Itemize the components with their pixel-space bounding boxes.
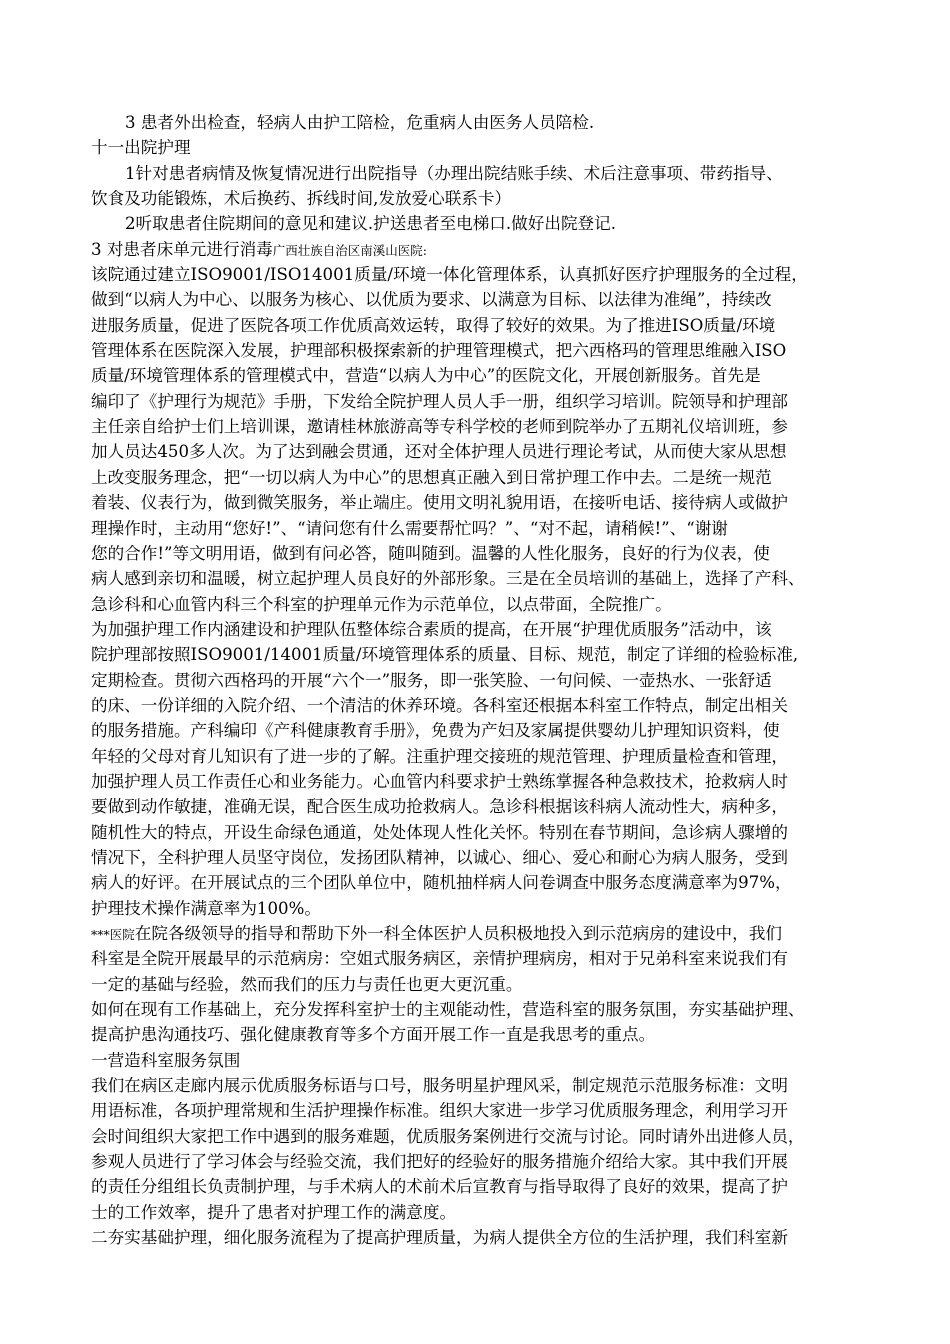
- small-prefix: ***医院: [91, 927, 135, 942]
- text-line: [91, 769, 831, 794]
- line-text: 的服务措施。产科编印《产科健康教育手册》，免费为产妇及家属提供婴幼儿护理知识资料，使: [91, 721, 780, 741]
- line-text: 二夯实基础护理，细化服务流程为了提高护理质量，为病人提供全方位的生活护理，我们科室新: [91, 1228, 788, 1248]
- text-line: [91, 870, 831, 895]
- text-line: [91, 668, 831, 693]
- line-text: 进服务质量，促进了医院各项工作优质高效运转，取得了较好的效果。为了推进ISO质量/环境: [91, 315, 776, 335]
- small-suffix: 广西壮族自治区南溪山医院:: [272, 242, 427, 258]
- line-text: 我们在病区走廊内展示优质服务标语与口号，服务明星护理风采，制定规范示范服务标准：文明: [91, 1076, 788, 1096]
- line-text: 编印了《护理行为规范》手册，下发给全院护理人员人手一册，组织学习培训。院领导和护理部: [91, 391, 788, 411]
- text-line: [91, 389, 831, 414]
- line-text: 主任亲自给护士们上培训课，邀请桂林旅游高等专科学校的老师到院举办了五期礼仪培训班，参: [91, 417, 788, 437]
- line-text: 该院通过建立ISO9001/ISO14001质量/环境一体化管理体系，认真抓好医疗护理服务的全过程，: [91, 265, 808, 285]
- line-text: 质量/环境管理体系的管理模式中，营造“以病人为中心”的医院文化，开展创新服务。首先是: [91, 366, 761, 386]
- text-line: [91, 465, 831, 490]
- text-line: [91, 211, 831, 236]
- text-line: [91, 946, 831, 971]
- text-line: [91, 1048, 831, 1073]
- line-text: 理操作时，主动用“您好!”、“请问您有什么需要帮忙吗？”、“对不起，请稍候!”、“谢谢: [91, 518, 728, 538]
- line-text: 要做到动作敏捷，准确无误，配合医生成功抢救病人。急诊科根据该科病人流动性大，病种多，: [91, 797, 788, 817]
- line-text: 一营造科室服务氛围: [91, 1050, 241, 1070]
- line-text: 情况下，全科护理人员坚守岗位，发扬团队精神，以诚心、细心、爱心和耐心为病人服务，受到: [91, 847, 788, 867]
- text-line: [91, 1022, 831, 1047]
- line-text: 1针对患者病情及恢复情况进行出院指导（办理出院结账手续、术后注意事项、带药指导、: [125, 163, 783, 183]
- text-line: [91, 592, 831, 617]
- text-line: [91, 516, 831, 541]
- text-line: [91, 287, 831, 312]
- text-line: [91, 363, 831, 388]
- line-text: 3 对患者床单元进行消毒: [91, 239, 273, 259]
- line-text: 定期检查。贯彻六西格玛的开展“六个一”服务，即一张笑脸、一句问候、一壶热水、一张舒适: [91, 670, 772, 690]
- line-text: 的床、一份详细的入院介绍、一个清洁的休养环境。各科室还根据本科室工作特点，制定出相关: [91, 695, 788, 715]
- line-text: 士的工作效率，提升了患者对护理工作的满意度。: [91, 1202, 457, 1222]
- text-line: [91, 237, 831, 262]
- text-line: [91, 921, 831, 946]
- line-text: 院护理部按照ISO9001/14001质量/环境管理体系的质量、目标、规范，制定了详细的检验标准,: [91, 645, 799, 665]
- line-text: 加人员达450多人次。为了达到融会贯通，还对全体护理人员进行理论考试，从而使大家从思想: [91, 442, 787, 462]
- line-text: 随机性大的特点，开设生命绿色通道，处处体现人性化关怀。特别在春节期间，急诊病人骤增的: [91, 822, 788, 842]
- line-text: 为加强护理工作内涵建设和护理队伍整体综合素质的提高，在开展“护理优质服务”活动中，该: [91, 619, 772, 639]
- line-text: 着装、仪表行为，做到微笑服务，举止端庄。使用文明礼貌用语，在接听电话、接待病人或做护: [91, 493, 788, 513]
- text-line: [91, 617, 831, 642]
- text-line: [91, 1200, 831, 1225]
- text-line: [91, 490, 831, 515]
- line-text: 急诊科和心血管内科三个科室的护理单元作为示范单位，以点带面，全院推广。: [91, 594, 672, 614]
- text-line: [91, 845, 831, 870]
- text-line: [91, 997, 831, 1022]
- line-text: 如何在现有工作基础上，充分发挥科室护士的主观能动性，营造科室的服务氛围，夯实基础护理、: [91, 1000, 805, 1020]
- text-line: [91, 566, 831, 591]
- line-text: 十一出院护理: [91, 138, 191, 158]
- text-line: [91, 414, 831, 439]
- line-text: 会时间组织大家把工作中遇到的服务难题，优质服务案例进行交流与讨论。同时请外出进修人员，: [91, 1126, 805, 1146]
- line-text: 病人的好评。在开展试点的三个团队单位中，随机抽样病人问卷调查中服务态度满意率为97%，: [91, 873, 792, 893]
- line-text: 一定的基础与经验，然而我们的压力与责任也更大更沉重。: [91, 974, 523, 994]
- text-line: [91, 896, 831, 921]
- line-text: 参观人员进行了学习体会与经验交流，我们把好的经验好的服务措施介绍给大家。其中我们开展: [91, 1152, 788, 1172]
- text-line: [91, 110, 831, 135]
- text-line: [91, 186, 831, 211]
- line-text: 在院各级领导的指导和帮助下外一科全体医护人员积极地投入到示范病房的建设中，我们: [134, 924, 782, 943]
- text-line: [91, 541, 831, 566]
- text-line: [91, 820, 831, 845]
- text-line: [91, 1073, 831, 1098]
- text-line: [91, 693, 831, 718]
- text-line: [91, 135, 831, 160]
- line-text: 年轻的父母对育儿知识有了进一步的了解。注重护理交接班的规范管理、护理质量检查和管理，: [91, 746, 788, 766]
- line-text: 上改变服务理念，把“一切以病人为中心”的思想真正融入到日常护理工作中去。二是统一规范: [91, 467, 772, 487]
- line-text: 您的合作!”等文明用语，做到有问必答，随叫随到。温馨的人性化服务，良好的行为仪表，使: [91, 543, 770, 563]
- text-line: [91, 262, 831, 287]
- text-line: [91, 1098, 831, 1123]
- text-line: [91, 744, 831, 769]
- text-line: [91, 313, 831, 338]
- line-text: 病人感到亲切和温暖，树立起护理人员良好的外部形象。三是在全员培训的基础上，选择了产科、: [91, 569, 805, 589]
- line-text: 加强护理人员工作责任心和业务能力。心血管内科要求护士熟练掌握各种急救技术，抢救病人时: [91, 771, 788, 791]
- line-text: 提高护患沟通技巧、强化健康教育等多个方面开展工作一直是我思考的重点。: [91, 1025, 656, 1045]
- text-line: [91, 972, 831, 997]
- document-page: [91, 110, 831, 1250]
- text-line: [91, 439, 831, 464]
- line-text: 做到“以病人为中心、以服务为核心、以优质为要求、以满意为目标、以法律为准绳”，持续改: [91, 290, 772, 310]
- line-text: 饮食及功能锻炼，术后换药、拆线时间,发放爱心联系卡）: [91, 189, 512, 209]
- text-line: [91, 642, 831, 667]
- line-text: 的责任分组组长负责制护理，与手术病人的术前术后宣教育与指导取得了良好的效果，提高了护: [91, 1177, 788, 1197]
- text-line: [91, 338, 831, 363]
- text-line: [91, 794, 831, 819]
- text-line: [91, 1174, 831, 1199]
- line-text: 3 患者外出检查，轻病人由护工陪检，危重病人由医务人员陪检.: [125, 113, 595, 132]
- line-text: 科室是全院开展最早的示范病房：空姐式服务病区，亲情护理病房，相对于兄弟科室来说我们有: [91, 949, 788, 969]
- line-text: 用语标准，各项护理常规和生活护理操作标准。组织大家进一步学习优质服务理念，利用学习开: [91, 1101, 788, 1121]
- text-line: [91, 161, 831, 186]
- line-text: 2听取患者住院期间的意见和建议.护送患者至电梯口.做好出院登记.: [125, 214, 617, 234]
- line-text: 管理体系在医院深入发展，护理部积极探索新的护理管理模式，把六西格玛的管理思维融入ISO: [91, 341, 787, 361]
- text-line: [91, 1124, 831, 1149]
- text-line: [91, 1149, 831, 1174]
- text-line: [91, 1225, 831, 1250]
- text-line: [91, 718, 831, 743]
- line-text: 护理技术操作满意率为100%。: [91, 898, 321, 918]
